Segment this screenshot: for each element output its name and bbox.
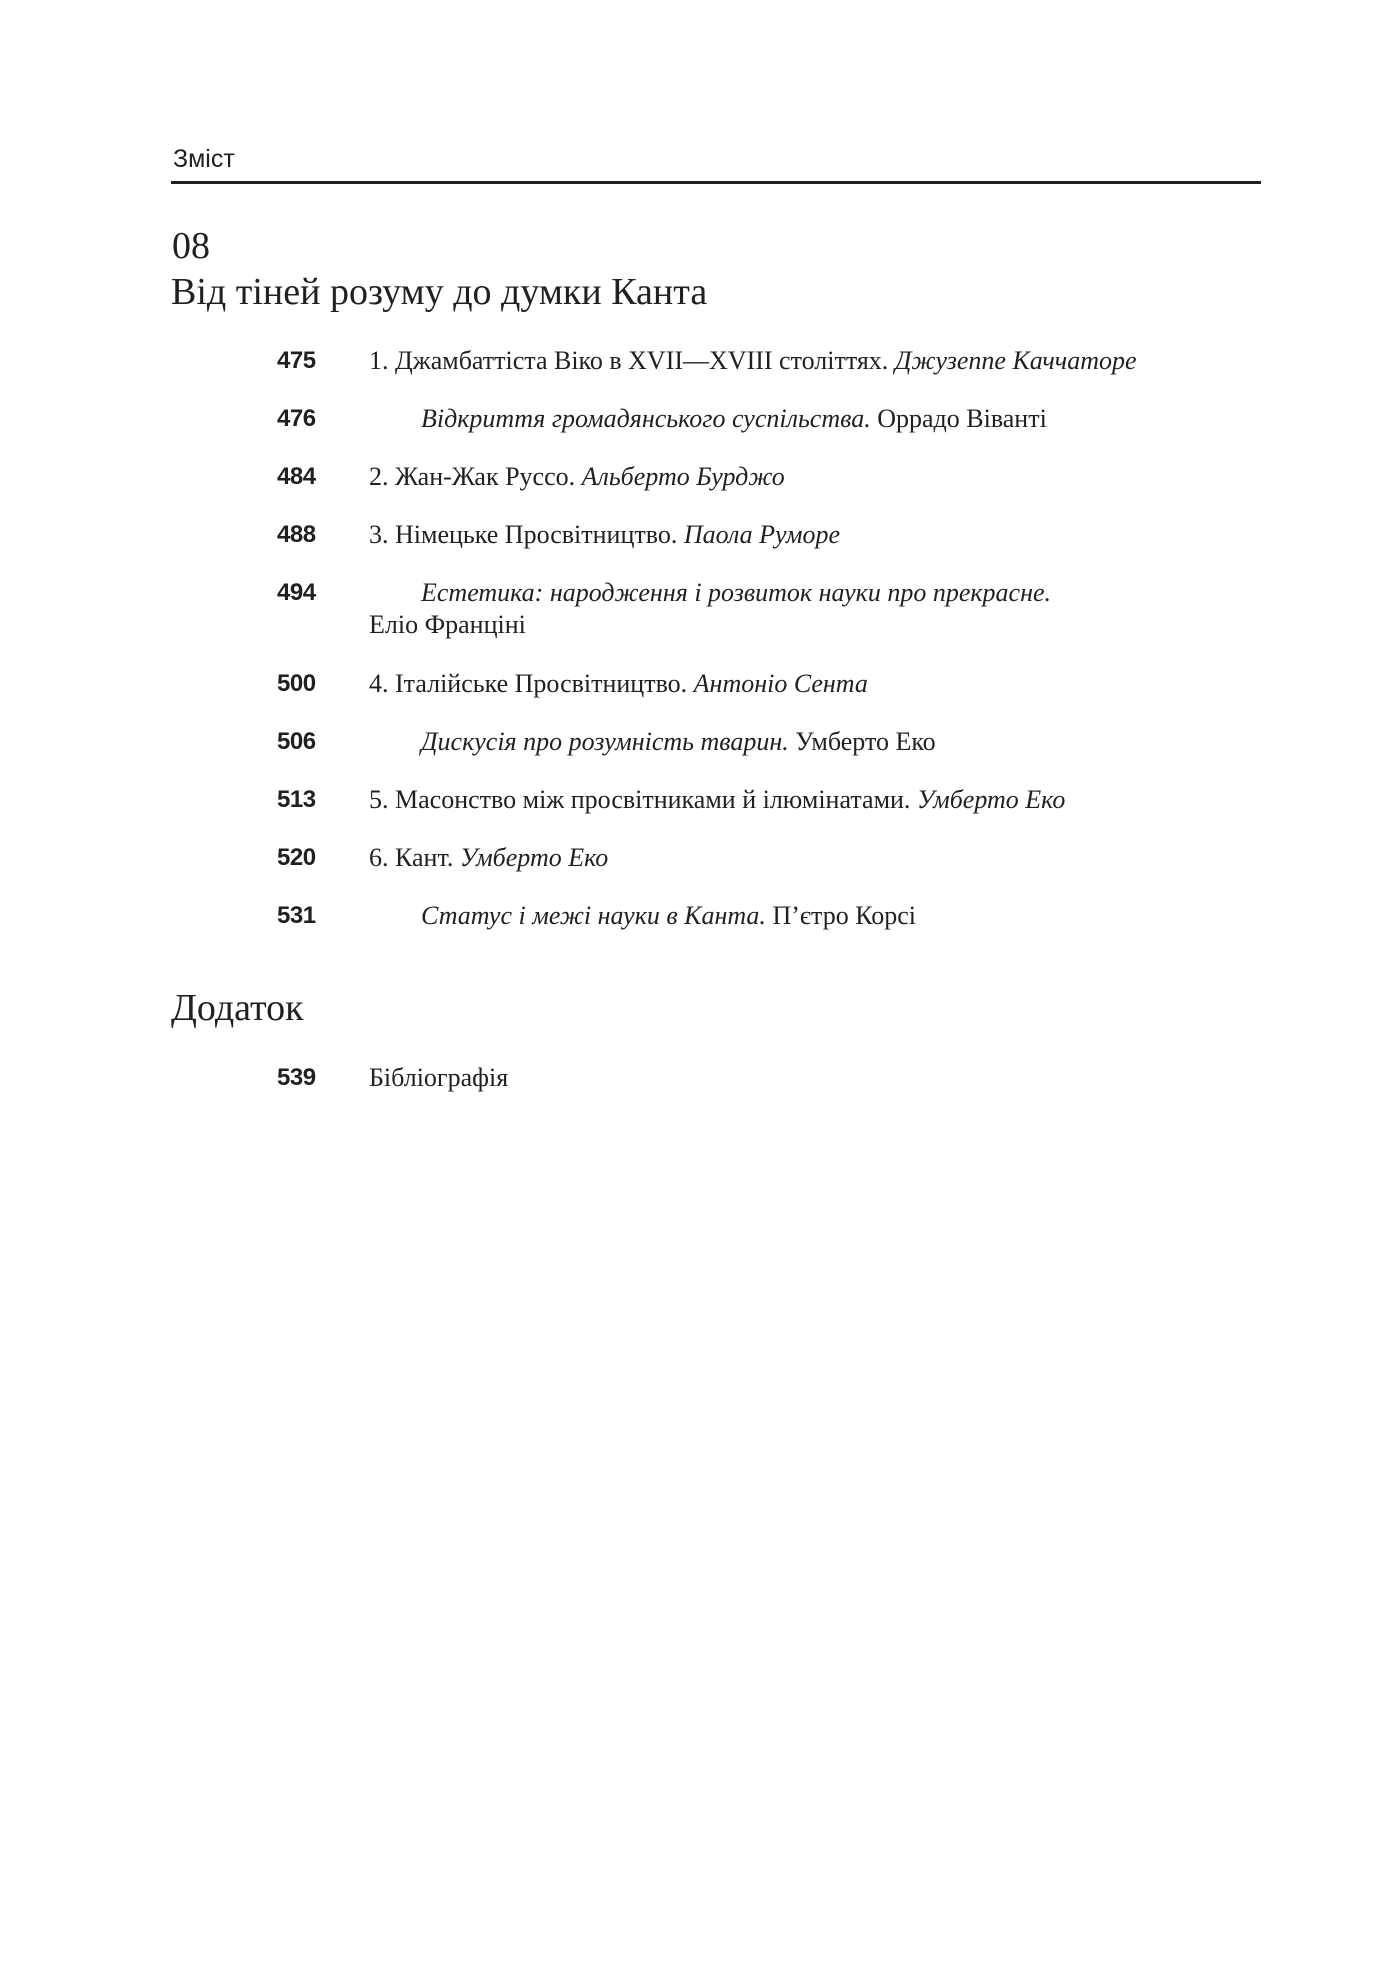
toc-entry-author: Умберто Еко (795, 727, 936, 756)
toc-page-number: 476 (277, 405, 316, 432)
toc-entry-author: Умберто Еко (916, 785, 1066, 814)
toc-entry-author: Джузеппе Каччаторе (894, 346, 1137, 375)
chapter-number: 08 (172, 225, 210, 267)
toc-page-number: 488 (277, 521, 316, 548)
toc-entry-title: 2. Жан-Жак Руссо. (369, 462, 576, 491)
toc-entry-text (369, 403, 1249, 435)
toc-entry-title: 4. Італійське Просвітництво. (369, 669, 688, 698)
toc-entry-title: 6. Кант. (369, 843, 454, 872)
toc-entry-title: 3. Німецьке Просвітництво. (369, 520, 678, 549)
toc-entry-title: 5. Масонство між просвітниками й ілюмінатами. (369, 785, 911, 814)
toc-entry-text (369, 842, 1249, 874)
toc-entry-text (369, 345, 1249, 377)
toc-entry-author: П’єтро Корсі (772, 901, 917, 930)
toc-entry-author: Паола Руморе (683, 520, 841, 549)
toc-entry-author: Антоніо Сента (693, 669, 868, 698)
toc-page-number: 500 (277, 670, 316, 697)
toc-entry-author: Альберто Бурджо (581, 462, 785, 491)
toc-entry-author: Оррадо Віванті (877, 404, 1047, 433)
toc-entry-author: Умберто Еко (459, 843, 609, 872)
header-rule (171, 181, 1261, 184)
toc-entry-text (369, 900, 1249, 932)
chapter-title: Від тіней розуму до думки Канта (171, 271, 708, 313)
toc-entry-title: Бібліографія (369, 1063, 509, 1092)
toc-page-number: 539 (277, 1064, 316, 1091)
running-head: Зміст (173, 145, 235, 173)
toc-entry-title: Естетика: народження і розвиток науки про прекрасне. (421, 578, 1052, 607)
toc-entry-text (369, 519, 1249, 551)
toc-entry-author: Еліо Франціні (369, 610, 526, 639)
toc-page-number: 506 (277, 728, 316, 755)
toc-entry-title: Дискусія про розумність тварин. (421, 727, 789, 756)
appendix-title: Додаток (171, 987, 304, 1029)
toc-page-number: 513 (277, 786, 316, 813)
toc-entry-text (369, 668, 1249, 700)
toc-entry-text (369, 577, 1229, 641)
toc-entry-title: 1. Джамбаттіста Віко в XVII—XVIII століттях. (369, 346, 889, 375)
toc-page-number: 484 (277, 463, 316, 490)
toc-page-number: 531 (277, 902, 316, 929)
toc-page-number: 475 (277, 347, 316, 374)
toc-page-number: 520 (277, 844, 316, 871)
toc-entry-text (369, 726, 1249, 758)
toc-entry-text (369, 461, 1249, 493)
toc-entry-text (369, 1062, 1249, 1094)
toc-entry-title: Відкриття громадянського суспільства. (421, 404, 871, 433)
toc-page-number: 494 (277, 579, 316, 606)
toc-entry-text (369, 784, 1249, 816)
toc-entry-title: Статус і межі науки в Канта. (421, 901, 766, 930)
